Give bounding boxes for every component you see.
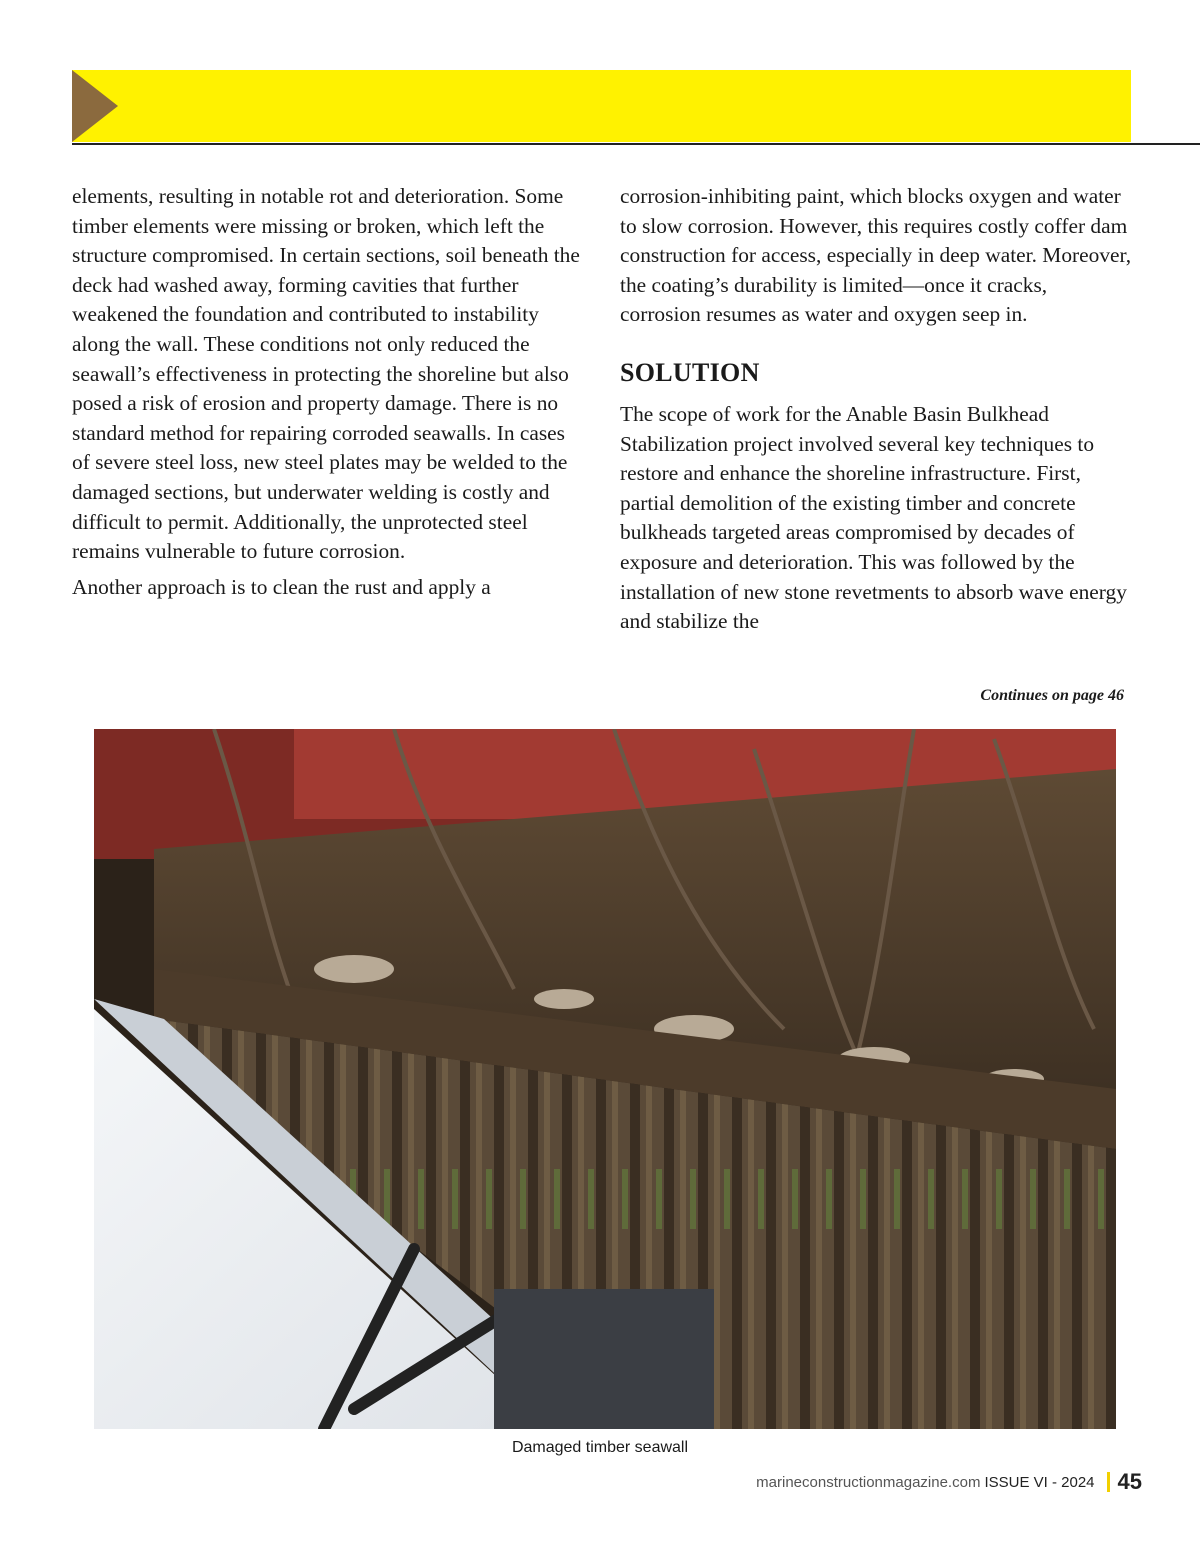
- left-column: [72, 182, 582, 602]
- header-rule: [72, 143, 1200, 145]
- section-heading: SOLUTION: [620, 357, 760, 387]
- left-paragraph-1: elements, resulting in notable rot and deterioration. Some timber elements were missing or broken, which left the structure compromised. In certain sections, soil beneath the deck had washed away, forming cavities that further weakened the foundation and contributed to instability along the wall. These conditions not only reduced the seawall’s effectiveness in protecting the shoreline but also posed a risk of erosion and property damage. There is no standard method for repairing corroded seawalls. In cases of severe steel loss, new steel plates may be welded to the damaged sections, but underwater welding is costly and difficult to permit. Additionally, the unprotected steel remains vulnerable to future corrosion.: [72, 184, 580, 564]
- arrow-icon: [72, 70, 118, 142]
- photo-caption: Damaged timber seawall: [511, 1439, 689, 1456]
- seawall-photo: [94, 729, 1116, 1429]
- page-footer: [756, 1469, 1142, 1495]
- left-paragraph-2: Another approach is to clean the rust and apply a: [72, 574, 491, 599]
- right-paragraph-2: The scope of work for the Anable Basin Bulkhead Stabilization project involved several key techniques to restore and enhance the shoreline infrastructure. First, partial demolition of the existing timber and concrete bulkheads targeted areas compromised by decades of exposure and deterioration. This was followed by the installation of new stone revetments to absorb wave energy and stabilize the: [620, 401, 1127, 634]
- right-column: [620, 182, 1132, 637]
- footer-separator: [1107, 1472, 1110, 1492]
- right-paragraph-1: corrosion-inhibiting paint, which blocks oxygen and water to slow corrosion. However, this requires costly coffer dam construction for access, especially in deep water. Moreover, the coating’s durability is limited—once it cracks, corrosion resumes as water and oxygen seep in.: [620, 184, 1132, 327]
- continues-note: Continues on page 46: [980, 687, 1124, 704]
- footer-issue: ISSUE VI - 2024: [984, 1473, 1095, 1491]
- header-banner: [72, 70, 1131, 142]
- page-number: 45: [1117, 1469, 1142, 1494]
- footer-site: marineconstructionmagazine.com: [756, 1473, 981, 1491]
